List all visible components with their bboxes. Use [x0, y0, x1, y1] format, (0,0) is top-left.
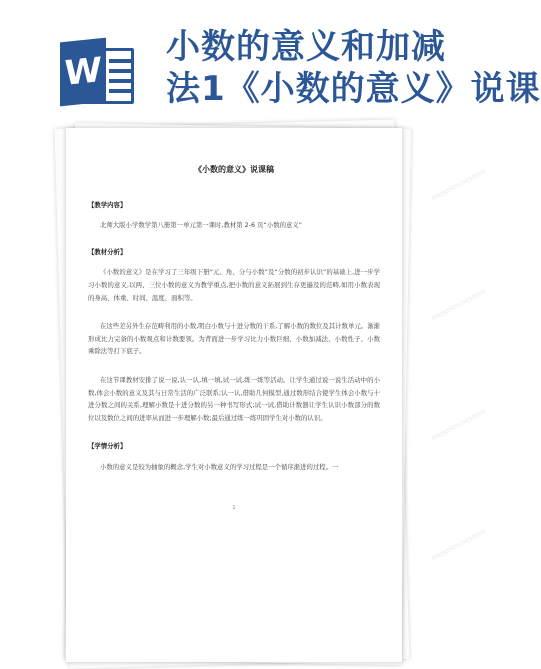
page-title-line-2: 法1《小数的意义》说课 [166, 69, 541, 109]
watermark: ▭▭▭▭▭▭▭▭ [428, 526, 487, 563]
watermark: ▭▭▭▭▭▭▭▭ [428, 406, 487, 443]
document-paragraph: 《小数的意义》是在学习了三年级下册“元、角、分与小数”及“分数的初步认识”的基础上,进一步学习小数的意义,以两、三位小数的意义为教学重点,把小数的意义拓展到生存更遍及的范畴,如用小数表现的身高、体重、时间、温度、面积等。 [88, 268, 380, 302]
watermark: ▭▭▭▭▭▭▭▭ [428, 166, 487, 203]
document-paragraph: 小数的意义是较为抽象的概念,学生对小数意义的学习过程是一个循序渐进的过程。一 [100, 462, 339, 471]
section-heading-teaching-content: 【教学内容】 [88, 200, 127, 209]
page-title [166, 26, 541, 110]
section-heading-student-analysis: 【学情分析】 [88, 442, 127, 451]
page-title-line-1: 小数的意义和加减 [166, 27, 446, 67]
document-paragraph: 在这节课教材安排了说一说,认一认,填一填,试一试,练一练等活动。让学生通过说一说生活动中的小数,体会小数的意义及其与日常生活的广泛联系;认一认,借助几何模型,通过数形结合使学生体会小数与十进分数之间的关系,理解小数是十进分数的另一种书写形式;试一试,借助计数器让学生认识小数部分的数位以及数位之间的进率从而进一步理解小数;最后通过练一练巩固学生对小数的认识。 [88, 375, 380, 422]
document-page [66, 128, 402, 662]
document-paragraph: 北师大版小学数学第八册第一单元第一课时,教材第 2-6 页“小数的意义” [100, 221, 303, 230]
document-title: 《小数的意义》说课稿 [194, 165, 274, 174]
header-banner [0, 0, 541, 112]
watermark: ▭▭▭▭▭▭▭▭ [428, 286, 487, 323]
word-icon [60, 40, 138, 108]
section-heading-textbook-analysis: 【教材分析】 [88, 247, 127, 256]
page-number: 1 [232, 505, 236, 511]
document-paragraph: 在这些差另外生存范畴利用的小数,明白小数与十进分数的干系,了解小数的数位及其计数单元。渐渐形成比力完备的小数观点和计数要领。为背面进一步学习比力小数巨细、小数加减法、小数性子、小数乘除法等打下底子。 [88, 322, 380, 356]
word-icon-letter: W [60, 38, 106, 107]
